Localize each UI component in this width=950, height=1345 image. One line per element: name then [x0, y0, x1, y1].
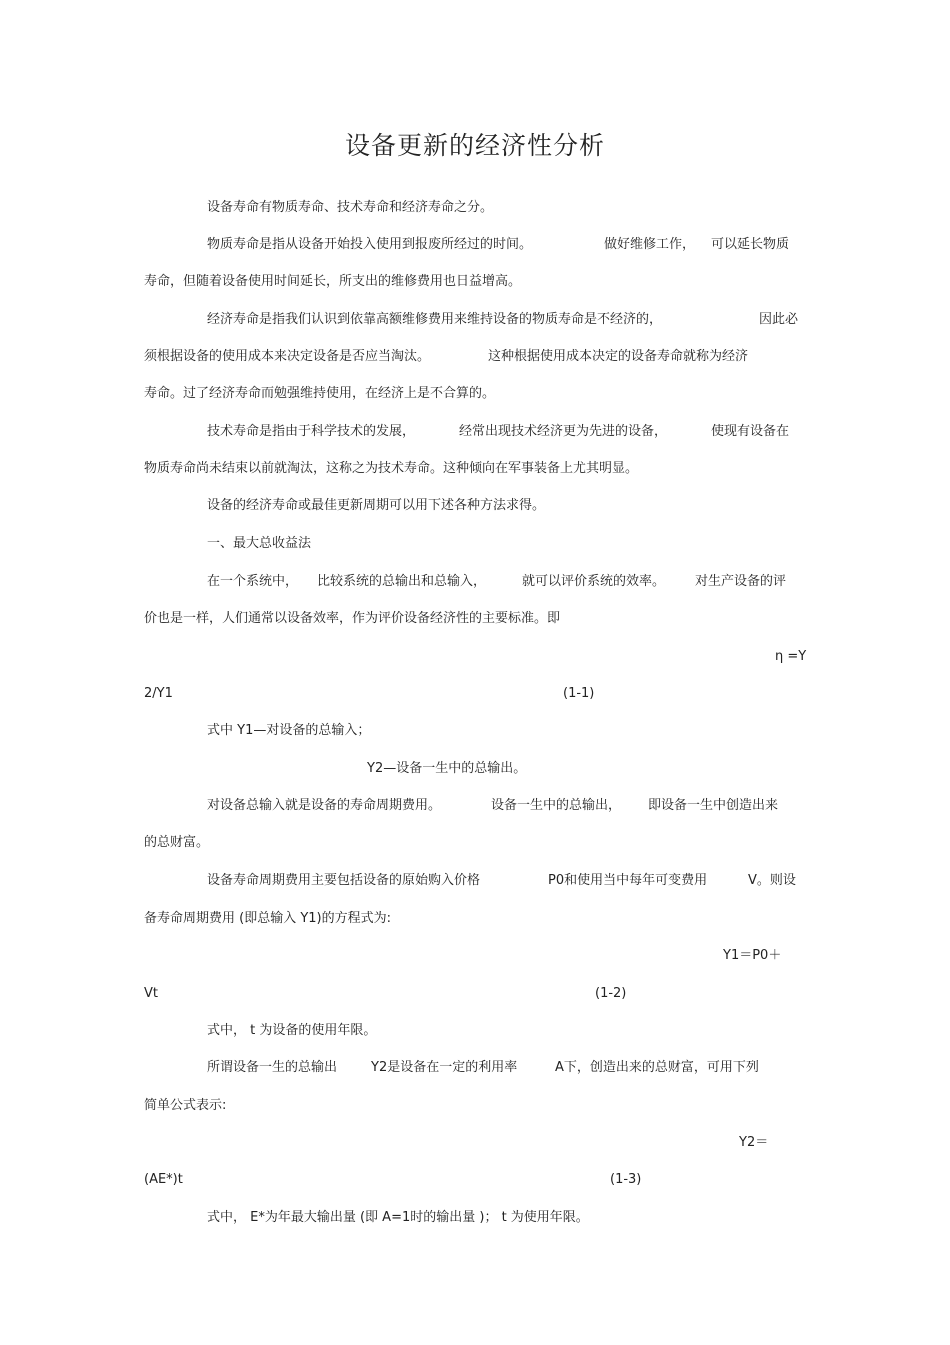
paragraph-line: 设备一生中的总输出，	[491, 798, 622, 813]
equation-number: (1-3)	[610, 1172, 642, 1187]
paragraph-line: 这种根据使用成本决定的设备寿命就称为经济	[488, 349, 749, 364]
equation-number: (1-2)	[595, 986, 627, 1001]
formula-fragment: η =Y	[775, 649, 807, 664]
section-heading: 一、最大总收益法	[207, 536, 312, 551]
formula-fragment: 2/Y1	[144, 686, 173, 701]
paragraph-line: 就可以评价系统的效率。	[522, 574, 666, 589]
paragraph-line: 物质寿命是指从设备开始投入使用到报废所经过的时间。	[207, 237, 533, 252]
formula-fragment: Y2＝	[739, 1135, 769, 1150]
paragraph-line: 可以延长物质	[711, 237, 790, 252]
formula-fragment: Vt	[144, 986, 158, 1001]
paragraph-line: 备寿命周期费用 (即总输入 Y1)的方程式为:	[144, 911, 392, 926]
paragraph-line: 对设备总输入就是设备的寿命周期费用。	[207, 798, 442, 813]
paragraph-line: P0和使用当中每年可变费用	[548, 873, 708, 888]
paragraph-line: 设备寿命周期费用主要包括设备的原始购入价格	[207, 873, 481, 888]
paragraph-line: 价也是一样，人们通常以设备效率，作为评价设备经济性的主要标准。即	[144, 611, 561, 626]
definition-line: Y2—设备一生中的总输出。	[367, 761, 527, 776]
paragraph-line: V。则设	[748, 873, 796, 888]
definition-line: 式中， t 为设备的使用年限。	[207, 1023, 377, 1038]
paragraph-line: 设备的经济寿命或最佳更新周期可以用下述各种方法求得。	[207, 498, 546, 513]
paragraph-line: 寿命。过了经济寿命而勉强维持使用，在经济上是不合算的。	[144, 386, 496, 401]
paragraph-line: 比较系统的总输出和总输入，	[317, 574, 487, 589]
paragraph-line: 在一个系统中，	[207, 574, 299, 589]
paragraph-line: Y2是设备在一定的利用率	[371, 1060, 518, 1075]
paragraph-line: 的总财富。	[144, 835, 210, 850]
paragraph-line: 须根据设备的使用成本来决定设备是否应当淘汰。	[144, 349, 431, 364]
paragraph-line: 设备寿命有物质寿命、技术寿命和经济寿命之分。	[207, 200, 494, 215]
paragraph-line: A下，创造出来的总财富，可用下列	[555, 1060, 759, 1075]
paragraph-line: 所谓设备一生的总输出	[207, 1060, 338, 1075]
paragraph-line: 经济寿命是指我们认识到依靠高额维修费用来维持设备的物质寿命是不经济的，	[207, 312, 663, 327]
paragraph-line: 做好维修工作，	[604, 237, 696, 252]
paragraph-line: 对生产设备的评	[695, 574, 787, 589]
paragraph-line: 经常出现技术经济更为先进的设备，	[459, 424, 668, 439]
formula-fragment: (AE*)t	[144, 1172, 183, 1187]
equation-number: (1-1)	[563, 686, 595, 701]
paragraph-line: 技术寿命是指由于科学技术的发展，	[207, 424, 416, 439]
formula-fragment: Y1＝P0＋	[723, 948, 782, 963]
paragraph-line: 即设备一生中创造出来	[648, 798, 779, 813]
paragraph-line: 物质寿命尚未结束以前就淘汰，这称之为技术寿命。这种倾向在军事装备上尤其明显。	[144, 461, 639, 476]
paragraph-line: 简单公式表示:	[144, 1098, 227, 1113]
paragraph-line: 寿命，但随着设备使用时间延长，所支出的维修费用也日益增高。	[144, 274, 522, 289]
paragraph-line: 因此必	[759, 312, 799, 327]
paragraph-line: 使现有设备在	[711, 424, 790, 439]
definition-line: 式中， E*为年最大输出量 (即 A=1时的输出量 )； t 为使用年限。	[207, 1210, 589, 1225]
document-title: 设备更新的经济性分析	[344, 131, 605, 160]
definition-line: 式中 Y1—对设备的总输入；	[207, 723, 371, 738]
